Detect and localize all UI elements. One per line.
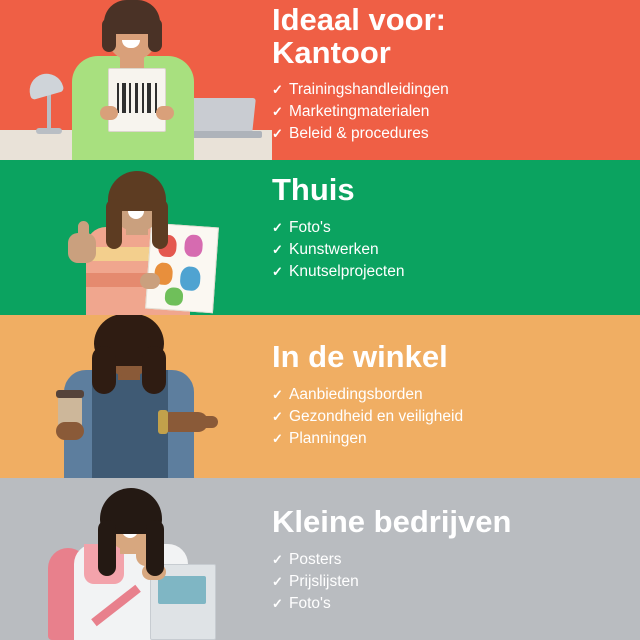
list-item bbox=[272, 101, 640, 123]
list-item-label: Beleid & procedures bbox=[289, 125, 429, 143]
pointing-finger bbox=[198, 416, 218, 428]
list-item-label: Prijslijsten bbox=[289, 572, 359, 590]
section-kleine-bedrijven bbox=[0, 478, 640, 640]
list-item-label: Foto's bbox=[289, 594, 331, 612]
hair-side-right-kantoor bbox=[148, 18, 162, 52]
hair-side-left-kantoor bbox=[102, 18, 116, 52]
desk-lamp-head bbox=[26, 70, 65, 101]
list-item bbox=[272, 384, 640, 406]
list-item-label: Foto's bbox=[289, 218, 331, 236]
check-icon: ✓ bbox=[272, 126, 283, 142]
section-title-winkel: In de winkel bbox=[272, 339, 448, 374]
printed-document bbox=[108, 68, 166, 132]
photo-winkel bbox=[0, 315, 272, 478]
check-icon: ✓ bbox=[272, 241, 283, 257]
section-thuis bbox=[0, 160, 640, 315]
list-item bbox=[272, 428, 640, 450]
check-icon: ✓ bbox=[272, 386, 283, 402]
text-block-kleine-bedrijven bbox=[272, 478, 640, 640]
list-item bbox=[272, 571, 640, 593]
check-icon: ✓ bbox=[272, 219, 283, 235]
hair-side-left-bedrijven bbox=[98, 520, 116, 576]
check-icon: ✓ bbox=[272, 551, 283, 567]
hair-side-right-winkel bbox=[142, 346, 166, 394]
list-item-label: Aanbiedingsborden bbox=[289, 385, 423, 403]
check-icon: ✓ bbox=[272, 430, 283, 446]
left-hand-kantoor bbox=[100, 106, 118, 120]
check-icon: ✓ bbox=[272, 104, 283, 120]
hand-holding-cup bbox=[56, 422, 84, 440]
section-title-kleine-bedrijven: Kleine bedrijven bbox=[272, 504, 512, 539]
bullet-list-kleine-bedrijven bbox=[272, 549, 640, 615]
section-title-kantoor: Kantoor bbox=[272, 34, 391, 70]
right-hand-kantoor bbox=[156, 106, 174, 120]
list-item bbox=[272, 217, 640, 239]
list-item bbox=[272, 549, 640, 571]
text-block-thuis bbox=[272, 160, 640, 315]
check-icon: ✓ bbox=[272, 595, 283, 611]
list-item-label: Gezondheid en veiligheid bbox=[289, 407, 464, 425]
list-item-label: Knutselprojecten bbox=[289, 262, 405, 280]
list-item-label: Kunstwerken bbox=[289, 240, 379, 258]
desk-lamp-pole bbox=[47, 90, 51, 130]
section-kantoor bbox=[0, 0, 640, 160]
hair-side-left-thuis bbox=[106, 199, 122, 249]
list-item bbox=[272, 593, 640, 615]
check-icon: ✓ bbox=[272, 263, 283, 279]
poster-headline: Ideaal voor: bbox=[272, 2, 446, 37]
list-item bbox=[272, 79, 640, 101]
check-icon: ✓ bbox=[272, 82, 283, 98]
list-item-label: Trainingshandleidingen bbox=[289, 81, 449, 99]
bullet-list-thuis bbox=[272, 217, 640, 283]
list-item-label: Posters bbox=[289, 550, 342, 568]
list-item-label: Planningen bbox=[289, 429, 367, 447]
photo-thuis bbox=[0, 160, 272, 315]
section-winkel bbox=[0, 315, 640, 478]
photo-kleine-bedrijven bbox=[0, 478, 272, 640]
photo-kantoor bbox=[0, 0, 272, 160]
thumb-up-icon bbox=[78, 221, 89, 239]
bullet-list-kantoor bbox=[272, 79, 640, 145]
section-title-thuis: Thuis bbox=[272, 172, 355, 207]
text-block-winkel bbox=[272, 315, 640, 478]
list-item-label: Marketingmaterialen bbox=[289, 103, 430, 121]
list-item bbox=[272, 261, 640, 283]
hand-holding-artwork bbox=[140, 273, 160, 289]
coffee-cup-lid bbox=[56, 390, 84, 398]
bag-label bbox=[158, 576, 206, 604]
check-icon: ✓ bbox=[272, 408, 283, 424]
hair-side-left-winkel bbox=[92, 346, 116, 394]
list-item bbox=[272, 406, 640, 428]
check-icon: ✓ bbox=[272, 573, 283, 589]
list-item bbox=[272, 239, 640, 261]
text-block-kantoor bbox=[272, 0, 640, 160]
wristwatch bbox=[158, 410, 168, 434]
bullet-list-winkel bbox=[272, 384, 640, 450]
hair-side-right-thuis bbox=[152, 199, 168, 249]
hair-side-right-bedrijven bbox=[146, 520, 164, 576]
list-item bbox=[272, 123, 640, 145]
